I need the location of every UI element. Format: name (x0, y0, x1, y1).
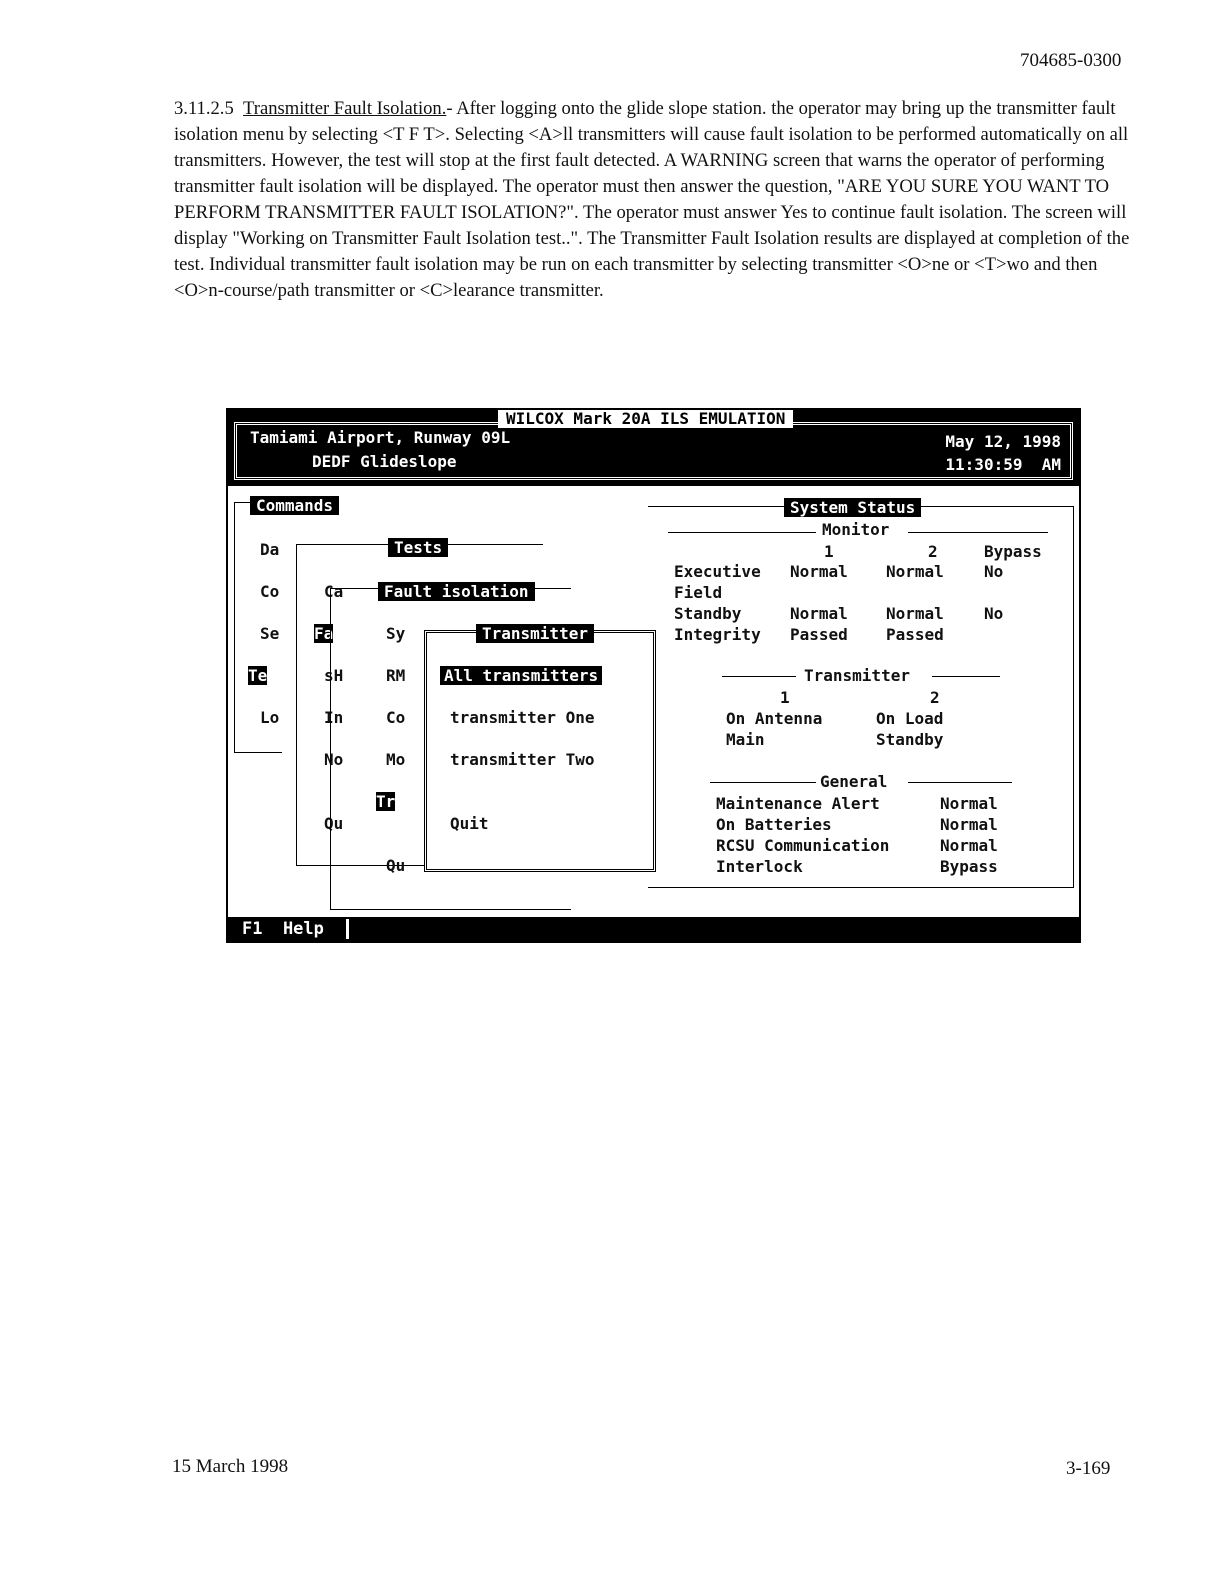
transmitter-row2-2: Standby (876, 730, 944, 749)
tests-item-qu[interactable]: Qu (324, 814, 344, 833)
monitor-integrity-2: Passed (886, 625, 944, 644)
commands-item-lo[interactable]: Lo (260, 708, 280, 727)
fault-item-sy[interactable]: Sy (386, 624, 406, 643)
monitor-standby-3: No (984, 604, 1004, 623)
monitor-col1: 1 (824, 542, 834, 561)
transmitter-item-two[interactable]: transmitter Two (450, 750, 595, 769)
footer-date: 15 March 1998 (172, 1456, 289, 1477)
monitor-executive-1: Normal (790, 562, 848, 581)
monitor-standby-1: Normal (790, 604, 848, 623)
screen-title: WILCOX Mark 20A ILS EMULATION (498, 410, 793, 428)
commands-item-se[interactable]: Se (260, 624, 280, 643)
monitor-row-standby: Standby (674, 604, 742, 623)
section-body: - After logging onto the glide slope station. the operator may bring up the transmitter fault isolation menu by selecting <T F T>. Selecting <A>ll transmitters will cause fault isolation to be performed automatically on all transmitters. However, the test will stop at the first fault detected. A WARNING screen that warns the operator of performing transmitter fault isolation will be displayed. The operator must then answer the question, "ARE YOU SURE YOU WANT TO PERFORM TRANSMITTER FAULT ISOLATION?". The operator must answer Yes to continue fault isolation. The screen will display "Working on Transmitter Fault Isolation test..". The Transmitter Fault Isolation results are displayed at completion of the test. Individual transmitter fault isolation may be run on each transmitter by selecting transmitter <O>ne or <T>wo and then <O>n-course/path transmitter or <C>learance transmitter. (174, 98, 1130, 301)
fault-item-tr[interactable]: Tr (376, 792, 396, 811)
monitor-label: Monitor (822, 520, 890, 539)
time-label: 11:30:59 AM (945, 455, 1061, 474)
section-number: 3.11.2.5 (174, 98, 234, 119)
tests-item-ca[interactable]: Ca (324, 582, 344, 601)
general-on-batteries: On Batteries (716, 815, 832, 834)
commands-item-da[interactable]: Da (260, 540, 280, 559)
tests-menu-title: Tests (388, 538, 448, 557)
general-rcsu-communication: RCSU Communication (716, 836, 890, 855)
general-maintenance-alert: Maintenance Alert (716, 794, 880, 813)
transmitter-item-all[interactable]: All transmitters (440, 666, 602, 685)
transmitter-row1-1: On Antenna (726, 709, 823, 728)
f1-help-key[interactable]: F1 Help (242, 919, 324, 939)
general-on-batteries-value: Normal (940, 815, 998, 834)
transmitter-col1: 1 (780, 688, 790, 707)
document-number: 704685-0300 (1020, 50, 1122, 71)
tests-item-fa[interactable]: Fa (314, 624, 334, 643)
transmitter-item-one[interactable]: transmitter One (450, 708, 595, 727)
fault-isolation-menu-title: Fault isolation (378, 582, 535, 601)
section-heading: Transmitter Fault Isolation. (243, 98, 447, 119)
location-label: Tamiami Airport, Runway 09L (250, 428, 511, 447)
general-interlock-value: Bypass (940, 857, 998, 876)
general-label: General (820, 772, 888, 791)
tests-item-no[interactable]: No (324, 750, 344, 769)
screen-header (228, 410, 1079, 486)
transmitter-row1-2: On Load (876, 709, 944, 728)
fault-item-rm[interactable]: RM (386, 666, 406, 685)
station-label: DEDF Glideslope (312, 452, 457, 471)
fault-item-co[interactable]: Co (386, 708, 406, 727)
date-label: May 12, 1998 (945, 432, 1061, 451)
transmitter-status-label: Transmitter (804, 666, 910, 685)
commands-item-co[interactable]: Co (260, 582, 280, 601)
commands-item-te[interactable]: Te (248, 666, 268, 685)
transmitter-col2: 2 (930, 688, 940, 707)
fault-item-mo[interactable]: Mo (386, 750, 406, 769)
monitor-integrity-1: Passed (790, 625, 848, 644)
general-interlock: Interlock (716, 857, 803, 876)
monitor-row-executive: Executive (674, 562, 761, 581)
tests-item-in[interactable]: In (324, 708, 344, 727)
system-status-title: System Status (784, 498, 921, 517)
commands-menu-title: Commands (250, 496, 339, 515)
fault-item-qu[interactable]: Qu (386, 856, 406, 875)
monitor-executive-2: Normal (886, 562, 944, 581)
status-bar (228, 917, 1079, 941)
terminal-screen (226, 408, 1081, 943)
monitor-col2: 2 (928, 542, 938, 561)
monitor-standby-2: Normal (886, 604, 944, 623)
section-paragraph (174, 96, 1134, 304)
page-number: 3-169 (1066, 1458, 1111, 1479)
transmitter-item-quit[interactable]: Quit (450, 814, 489, 833)
general-rcsu-communication-value: Normal (940, 836, 998, 855)
monitor-executive-3: No (984, 562, 1004, 581)
transmitter-menu-title: Transmitter (476, 624, 594, 643)
monitor-row-field: Field (674, 583, 723, 602)
general-maintenance-alert-value: Normal (940, 794, 998, 813)
transmitter-row2-1: Main (726, 730, 765, 749)
tests-item-sh[interactable]: sH (324, 666, 344, 685)
monitor-col3: Bypass (984, 542, 1042, 561)
monitor-row-integrity: Integrity (674, 625, 761, 644)
